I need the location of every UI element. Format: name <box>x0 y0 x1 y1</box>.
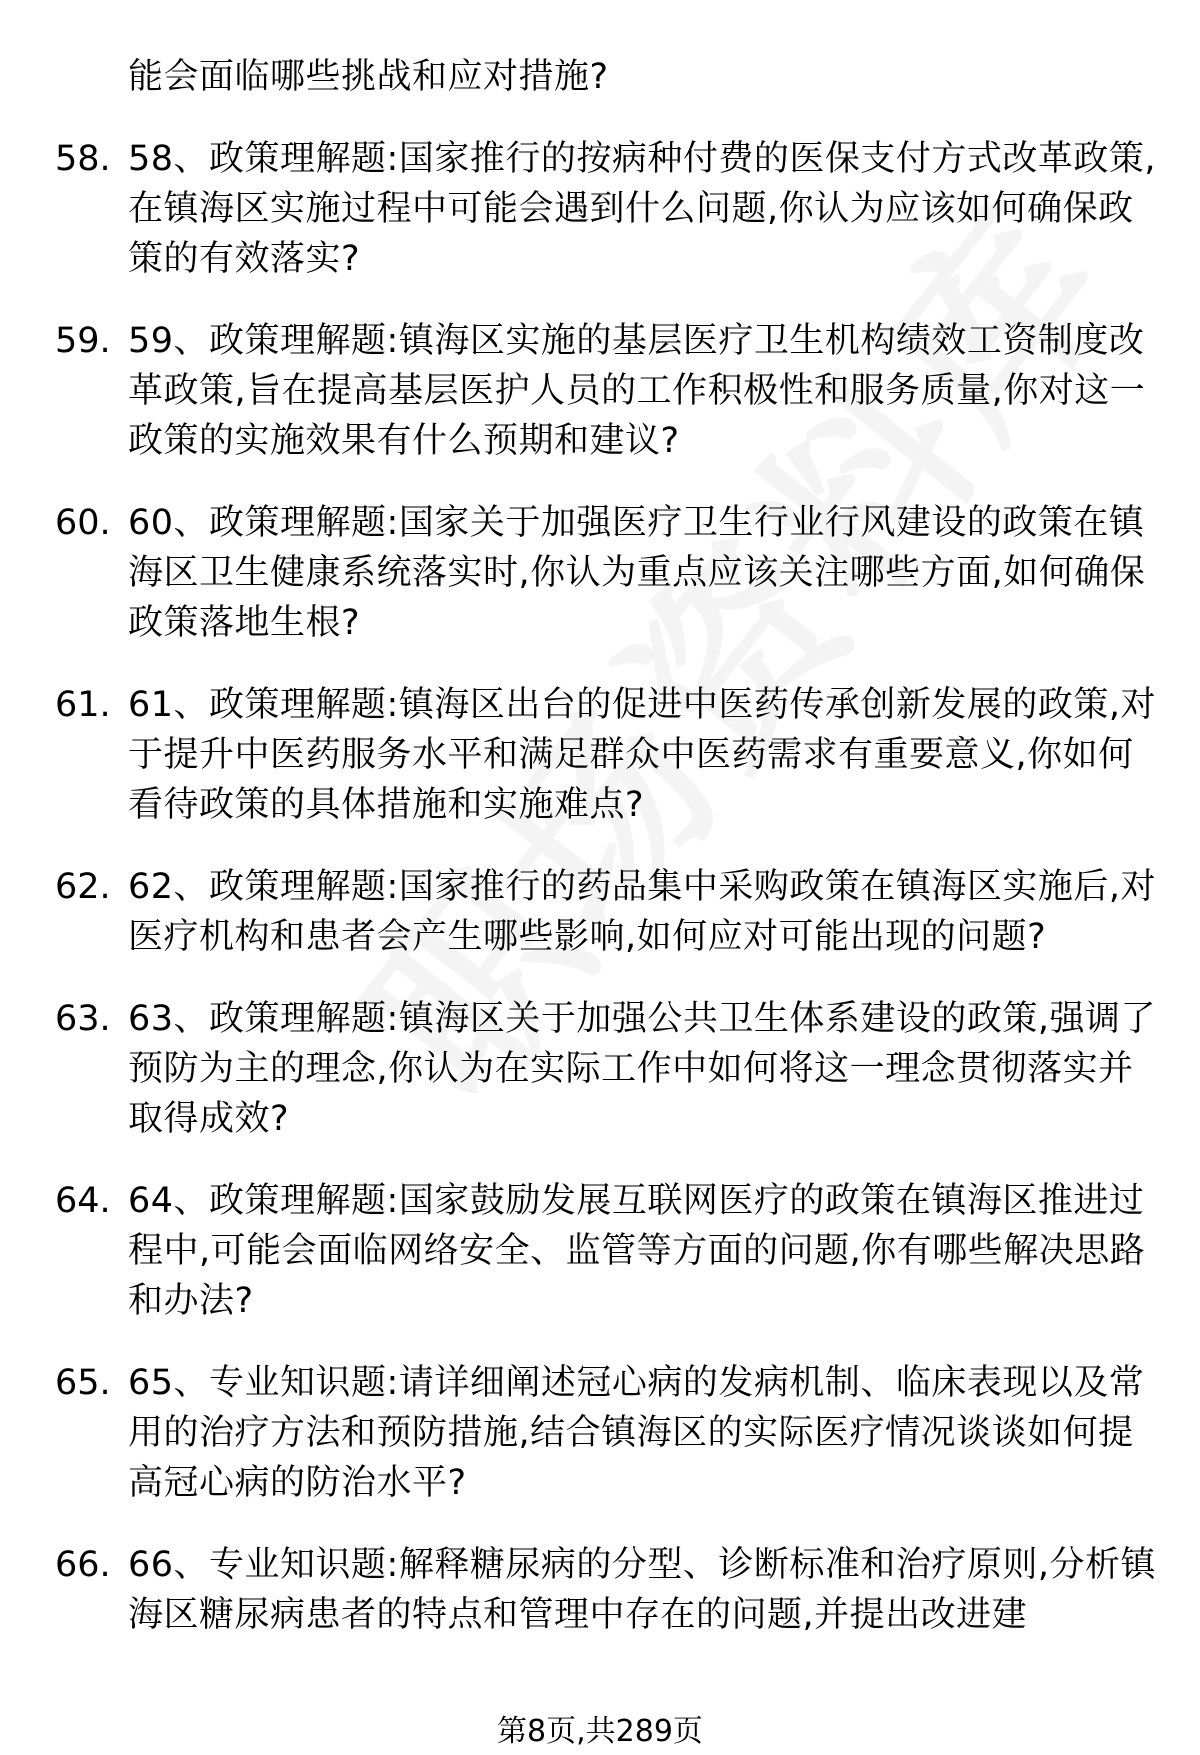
item-text: 64、政策理解题:国家鼓励发展互联网医疗的政策在镇海区推进过程中,可能会面临网络安全、监管等方面的问题,你有哪些解决思路和办法? <box>128 1181 1146 1321</box>
item-number: 58. <box>55 139 111 179</box>
item-number: 60. <box>55 503 111 543</box>
continuation-text: 能会面临哪些挑战和应对措施? <box>128 57 609 97</box>
item-text: 63、政策理解题:镇海区关于加强公共卫生体系建设的政策,强调了预防为主的理念,你认为在实际工作中如何将这一理念贯彻落实并取得成效? <box>128 999 1156 1139</box>
item-text: 59、政策理解题:镇海区实施的基层医疗卫生机构绩效工资制度改革政策,旨在提高基层医护人员的工作积极性和服务质量,你对这一政策的实施效果有什么预期和建议? <box>128 321 1146 461</box>
list-item <box>55 498 1165 648</box>
item-text: 58、政策理解题:国家推行的按病种付费的医保支付方式改革政策,在镇海区实施过程中可能会遇到什么问题,你认为应该如何确保政策的有效落实? <box>128 139 1156 279</box>
list-item <box>55 862 1165 962</box>
list-item <box>55 1540 1165 1640</box>
page-number: 第8页,共289页 <box>497 1714 703 1749</box>
item-number: 62. <box>55 867 111 907</box>
list-item <box>55 680 1165 830</box>
item-number: 64. <box>55 1181 111 1221</box>
list-item <box>55 316 1165 466</box>
item-number: 63. <box>55 999 111 1039</box>
item-number: 66. <box>55 1545 111 1585</box>
item-text: 61、政策理解题:镇海区出台的促进中医药传承创新发展的政策,对于提升中医药服务水平和满足群众中医药需求有重要意义,你如何看待政策的具体措施和实施难点? <box>128 685 1156 825</box>
item-text: 62、政策理解题:国家推行的药品集中采购政策在镇海区实施后,对医疗机构和患者会产生哪些影响,如何应对可能出现的问题? <box>128 867 1156 957</box>
question-list <box>55 52 1165 1672</box>
item-number: 59. <box>55 321 111 361</box>
item-text: 60、政策理解题:国家关于加强医疗卫生行业行风建设的政策在镇海区卫生健康系统落实时,你认为重点应该关注哪些方面,如何确保政策落地生根? <box>128 503 1146 643</box>
item-text: 65、专业知识题:请详细阐述冠心病的发病机制、临床表现以及常用的治疗方法和预防措施,结合镇海区的实际医疗情况谈谈如何提高冠心病的防治水平? <box>128 1363 1145 1503</box>
list-item <box>55 994 1165 1144</box>
item-text: 66、专业知识题:解释糖尿病的分型、诊断标准和治疗原则,分析镇海区糖尿病患者的特点和管理中存在的问题,并提出改进建 <box>128 1545 1156 1635</box>
item-number: 61. <box>55 685 111 725</box>
list-item <box>55 134 1165 284</box>
item-number: 65. <box>55 1363 111 1403</box>
list-item <box>55 1358 1165 1508</box>
list-item <box>55 1176 1165 1326</box>
